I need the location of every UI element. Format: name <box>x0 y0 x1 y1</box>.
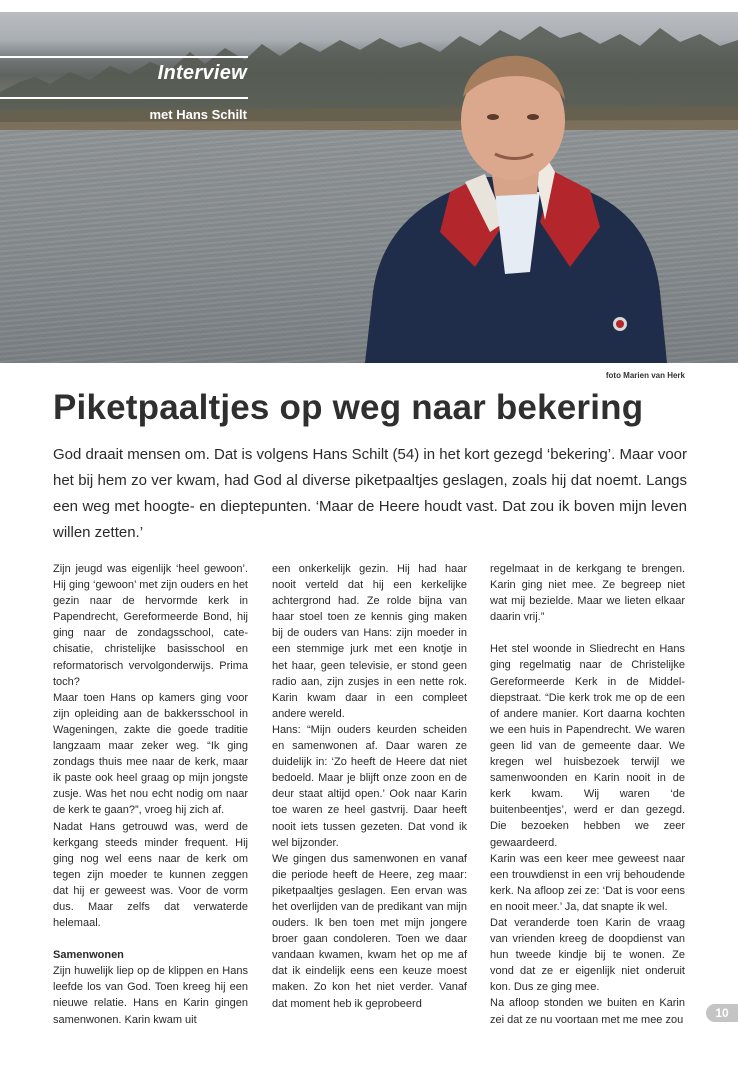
hero-photo <box>0 12 738 363</box>
paragraph-gap <box>490 625 685 641</box>
section-subtitle: met Hans Schilt <box>149 107 247 122</box>
section-title: Interview <box>157 62 247 84</box>
paragraph: Maar toen Hans op kamers ging voor zijn opleiding aan de bakkersschool in Wageningen, zakte die goede traditie langzaam maar zeker weg. “Ik ging zondags thuis mee naar de kerk, maar ik paste ook heel graag op mijn jongste zusje. Was het nou echt nodig om naar de kerk te gaan?”, vroeg hij zich af. <box>53 691 248 817</box>
paragraph: Zijn jeugd was eigenlijk ‘heel gewoon’. Hij ging ‘gewoon’ met zijn ouders en het gezin naar de hervormde kerk in Papendrecht, Gereformeerde Bond, hij ging naar de zondagsschool, cate-chisatie, christelijke basisschool en reformatorisch vervolgonderwijs. Prima toch? <box>53 563 248 688</box>
paragraph: Het stel woonde in Sliedrecht en Hans ging regelmatig naar de Christelijke Gereformeerde Kerk in de Middel-diepstraat. “Die kerk trok me op de een of andere manier. Kort daarna kochten we een huis in Papendrecht. We waren geen lid van de gemeente daar. We kregen wel huisbezoek terwijl we samenwoonden en Karin nooit in de kerk kwam. Wij waren ‘de buitenbeentjes’, werd er dan gezegd. Die bezoeken hebben we zeer gewaardeerd. <box>490 643 685 849</box>
paragraph-gap <box>53 931 248 947</box>
paragraph: Na afloop stonden we buiten en Karin zei dat ze nu voortaan met me mee zou <box>490 997 685 1026</box>
photo-credit: foto Marien van Herk <box>605 371 685 380</box>
paragraph: regelmaat in de kerkgang te brengen. Karin ging niet mee. Ze begreep niet wat mij bezielde. Maar we lieten elkaar daarin vrij.” <box>490 563 685 624</box>
paragraph: Zijn huwelijk liep op de klippen en Hans leefde los van God. Toen kreeg hij een nieuwe relatie. Hans en Karin gingen samenwonen. Karin kwam uit <box>53 965 248 1026</box>
paragraph: Hans: “Mijn ouders keurden scheiden en samenwonen af. Daar waren ze duidelijk in: ‘Zo heeft de Heere dat niet bedoeld. Maar je blijft onze zoon en de deur staat altijd open.’ Ook naar Karin toe waren ze heel gastvrij. Daar heeft nooit iets tussen gezeten. Dat vond ik wel bijzonder. <box>272 723 467 849</box>
article-intro: God draait mensen om. Dat is volgens Hans Schilt (54) in het kort gezegd ‘bekering’. Maar voor het bij hem zo ver kwam, had God al diverse piketpaaltjes geslagen, zoals hij dat noemt. Langs een weg met hoogte- en dieptepunten. ‘Maar de Heere houdt vast. Dat zou ik boven mijn leven willen zetten.’ <box>53 446 687 541</box>
article-column-2 <box>272 561 467 1012</box>
paragraph: Dat veranderde toen Karin de vraag van vrienden kreeg de doopdienst van hun tweede kindje bij te wonen. Ze vond dat ze er eigenlijk niet onderuit kon. Dus ze ging mee. <box>490 916 685 994</box>
page-number: 10 <box>706 1004 738 1022</box>
paragraph: Nadat Hans getrouwd was, werd de kerkgang steeds minder frequent. Hij ging nog wel eens naar de kerk om tegen zijn moeder te kunnen zeggen dat hij er geweest was. Voor de vorm dus. Maar zelfs dat verwaterde helemaal. <box>53 820 248 930</box>
article-headline: Piketpaaltjes op weg naar bekering <box>53 388 644 427</box>
article-column-1 <box>53 561 248 1028</box>
article-column-3 <box>490 561 685 1028</box>
portrait-man <box>355 42 675 363</box>
paragraph: We gingen dus samenwonen en vanaf die periode heeft de Heere, zeg maar: piketpaaltjes geslagen. Een ervan was het overlijden van de predikant van mijn ouders. Ik ben toen met mijn jongere broer gaan condoleren. Toen we daar vandaan kwamen, kwam het op me af dat ik eindelijk eens een keuze moest maken. Zo kon het niet verder. Vanaf dat moment heb ik geprobeerd <box>272 852 467 1010</box>
section-subhead: Samenwonen <box>53 949 124 962</box>
kicker-rule-top <box>0 56 248 58</box>
kicker-rule-bottom <box>0 97 248 99</box>
paragraph: een onkerkelijk gezin. Hij had haar nooit verteld dat hij een kerkelijke achtergrond had. Ze rolde bijna van haar stoel toen ze kennis ging maken bij de ouders van Hans: zijn moeder in een stemmige jurk met een knotje in het haar, geen televisie, er stond geen radio aan, zijn zusjes in een nette rok. Karin kwam daar in een compleet andere wereld. <box>272 563 467 720</box>
paragraph: Karin was een keer mee geweest naar een trouwdienst in een vrij behoudende kerk. Na afloop zei ze: ‘Dat is voor eens en nooit meer.’ Ja, dat snapte ik wel. <box>490 852 685 913</box>
